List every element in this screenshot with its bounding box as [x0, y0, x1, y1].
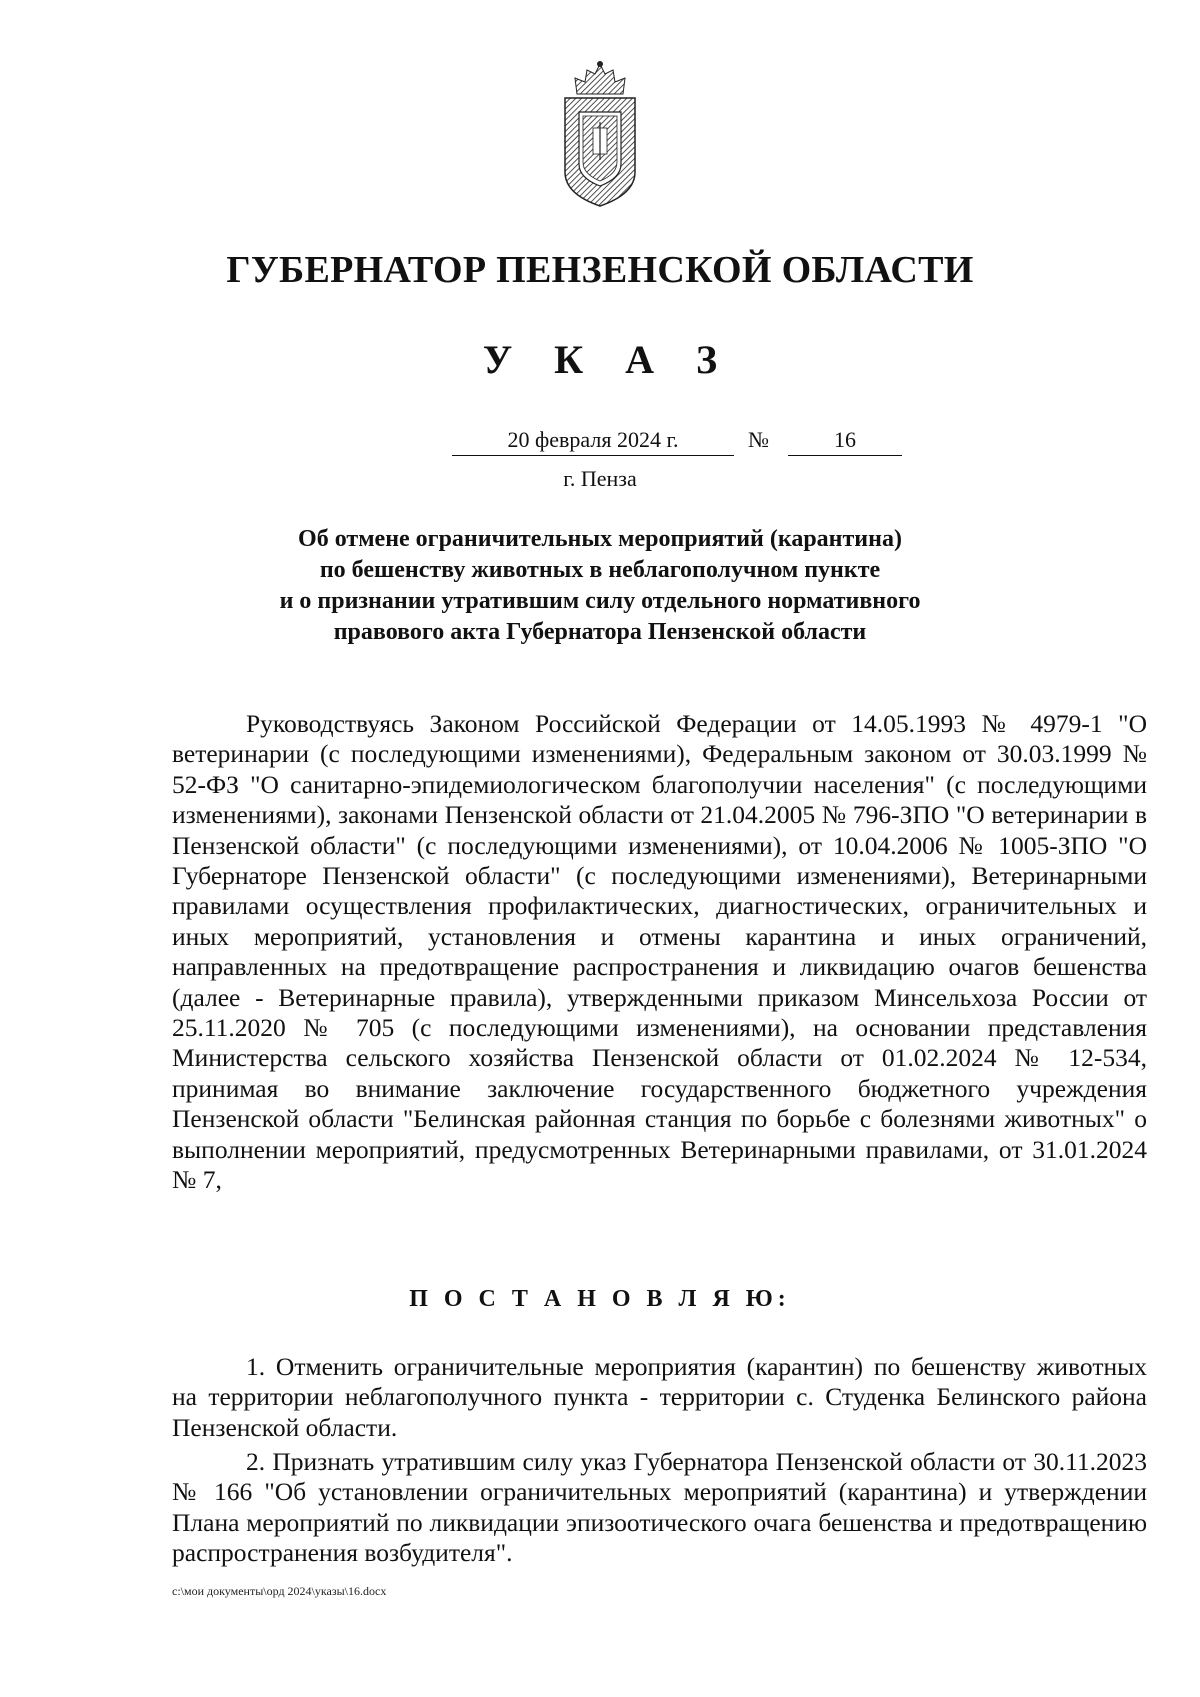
title-line: Об отмене ограничительных мероприятий (карантина): [298, 526, 902, 552]
preamble-paragraph: Руководствуясь Законом Российской Федерации от 14.05.1993 № 4979-1 "О ветеринарии (с последующими изменениями), Федеральным законом от 30.03.1999 № 52-ФЗ "О санитарно-эпидемиологическом благополучии населения" (с последующими изменениями), законами Пензенской области от 21.04.2005 № 796-ЗПО "О ветеринарии в Пензенской области" (с последующими изменениями), от 10.04.2006 № 1005-ЗПО "О Губернаторе Пензенской области" (с последующими изменениями), Ветеринарными правилами осуществления профилактических, диагностических, ограничительных и иных мероприятий, установления и отмены карантина и иных ограничений, направленных на предотвращение распространения и ликвидацию очагов бешенства (далее - Ветеринарные правила), утвержденными приказом Минсельхоза России от 25.11.2020 № 705 (с последующими изменениями), на основании представления Министерства сельского хозяйства Пензенской области от 01.02.2024 № 12-534, принимая во внимание заключение государственного бюджетного учреждения Пензенской области "Белинская районная станция по борьбе с болезнями животных" о выполнении мероприятий, предусмотренных Ветеринарными правилами, от 31.01.2024 № 7,: [172, 709, 1147, 1195]
item-paragraph: 2. Признать утратившим силу указ Губернатора Пензенской области от 30.11.2023 № 166 "Об установлении ограничительных мероприятий (карантина) и утверждении Плана мероприятий по ликвидации эпизоотического очага бешенства и предотвращению распространения возбудителя".: [172, 1447, 1147, 1568]
resolve-heading: П О С Т А Н О В Л Я Ю:: [409, 1286, 791, 1312]
title-line: по бешенству животных в неблагополучном пункте: [319, 557, 881, 583]
footer-file-path: c:\мои документы\орд 2024\указы\16.docx: [172, 1584, 387, 1598]
title-line: и о признании утратившим силу отдельного нормативного: [279, 588, 921, 614]
number-sign: №: [748, 427, 769, 452]
title-line: правового акта Губернатора Пензенской области: [333, 619, 867, 645]
document-type-heading: У К А З: [482, 337, 734, 382]
coat-of-arms-icon: [557, 60, 643, 210]
item-paragraph: 1. Отменить ограничительные мероприятия (карантин) по бешенству животных на территории неблагополучного пункта - территории с. Студенка Белинского района Пензенской области.: [172, 1352, 1147, 1442]
authority-heading: ГУБЕРНАТОР ПЕНЗЕНСКОЙ ОБЛАСТИ: [226, 249, 974, 291]
document-date: 20 февраля 2024 г.: [452, 424, 734, 456]
document-number: 16: [788, 424, 902, 456]
document-title: [150, 524, 1050, 648]
document-city: г. Пенза: [563, 466, 637, 491]
